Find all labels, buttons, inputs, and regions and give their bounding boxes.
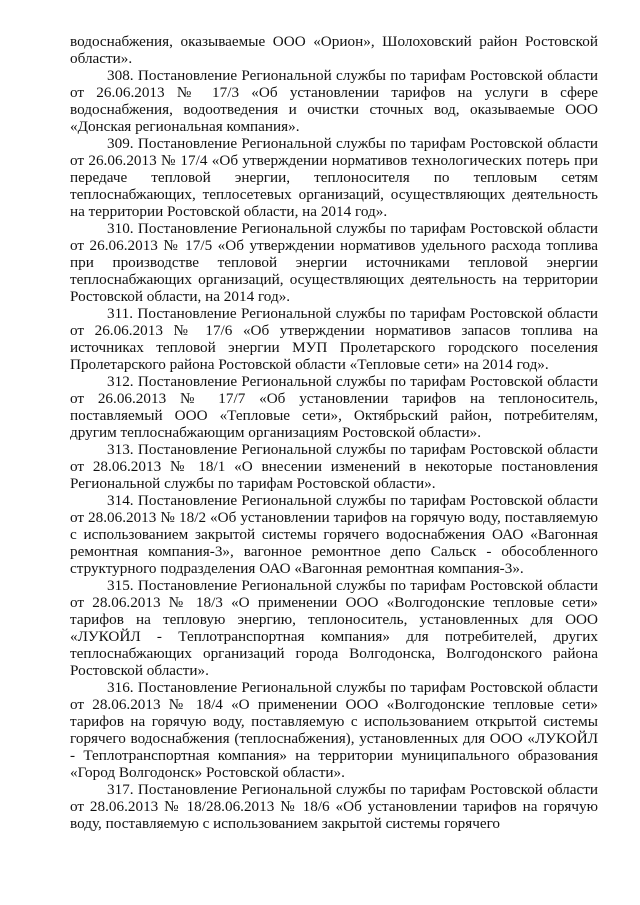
paragraph-item-313: 313. Постановление Региональной службы по тарифам Ростовской области от 28.06.2013 № 18/1 «О внесении изменений в некоторые постановления Региональной службы по тарифам Ростовской области».: [70, 441, 598, 492]
paragraph-continuation: водоснабжения, оказываемые ООО «Орион», Шолоховский район Ростовской области».: [70, 33, 598, 67]
paragraph-item-316: 316. Постановление Региональной службы по тарифам Ростовской области от 28.06.2013 № 18/4 «О применении ООО «Волгодонские тепловые сети» тарифов на горячую воду, поставляемую с использованием открытой системы горячего водоснабжения (теплоснабжения), установленных для ООО «ЛУКОЙЛ - Теплотранспортная компания» на территории муниципального образования «Город Волгодонск» Ростовской области».: [70, 679, 598, 781]
paragraph-item-309: 309. Постановление Региональной службы по тарифам Ростовской области от 26.06.2013 № 17/4 «Об утверждении нормативов технологических потерь при передаче тепловой энергии, теплоносителя по тепловым сетям теплоснабжающих, теплосетевых организаций, осуществляющих деятельность на территории Ростовской области, на 2014 год».: [70, 135, 598, 220]
paragraph-item-310: 310. Постановление Региональной службы по тарифам Ростовской области от 26.06.2013 № 17/5 «Об утверждении нормативов удельного расхода топлива при производстве тепловой энергии источниками тепловой энергии теплоснабжающих организаций, осуществляющих деятельность на территории Ростовской области, на 2014 год».: [70, 220, 598, 305]
paragraph-item-317: 317. Постановление Региональной службы по тарифам Ростовской области от 28.06.2013 № 18/28.06.2013 № 18/6 «Об установлении тарифов на горячую воду, поставляемую с использованием закрытой системы горячего: [70, 781, 598, 832]
paragraph-item-308: 308. Постановление Региональной службы по тарифам Ростовской области от 26.06.2013 № 17/3 «Об установлении тарифов на услуги в сфере водоснабжения, водоотведения и очистки сточных вод, оказываемые ООО «Донская региональная компания».: [70, 67, 598, 135]
paragraph-item-315: 315. Постановление Региональной службы по тарифам Ростовской области от 28.06.2013 № 18/3 «О применении ООО «Волгодонские тепловые сети» тарифов на тепловую энергию, теплоноситель, установленных для ООО «ЛУКОЙЛ - Теплотранспортная компания» для потребителей, других теплоснабжающих организаций города Волгодонска, Волгодонского района Ростовской области».: [70, 577, 598, 679]
document-page: [70, 33, 598, 832]
paragraph-item-314: 314. Постановление Региональной службы по тарифам Ростовской области от 28.06.2013 № 18/2 «Об установлении тарифов на горячую воду, поставляемую с использованием закрытой системы горячего водоснабжения ОАО «Вагонная ремонтная компания-3», вагонное ремонтное депо Сальск - обособленного структурного подразделения ОАО «Вагонная ремонтная компания-3».: [70, 492, 598, 577]
paragraph-item-311: 311. Постановление Региональной службы по тарифам Ростовской области от 26.06.2013 № 17/6 «Об утверждении нормативов запасов топлива на источниках тепловой энергии МУП Пролетарского городского поселения Пролетарского района Ростовской области «Тепловые сети» на 2014 год».: [70, 305, 598, 373]
paragraph-item-312: 312. Постановление Региональной службы по тарифам Ростовской области от 26.06.2013 № 17/7 «Об установлении тарифов на теплоноситель, поставляемый ООО «Тепловые сети», Октябрьский район, потребителям, другим теплоснабжающим организациям Ростовской области».: [70, 373, 598, 441]
